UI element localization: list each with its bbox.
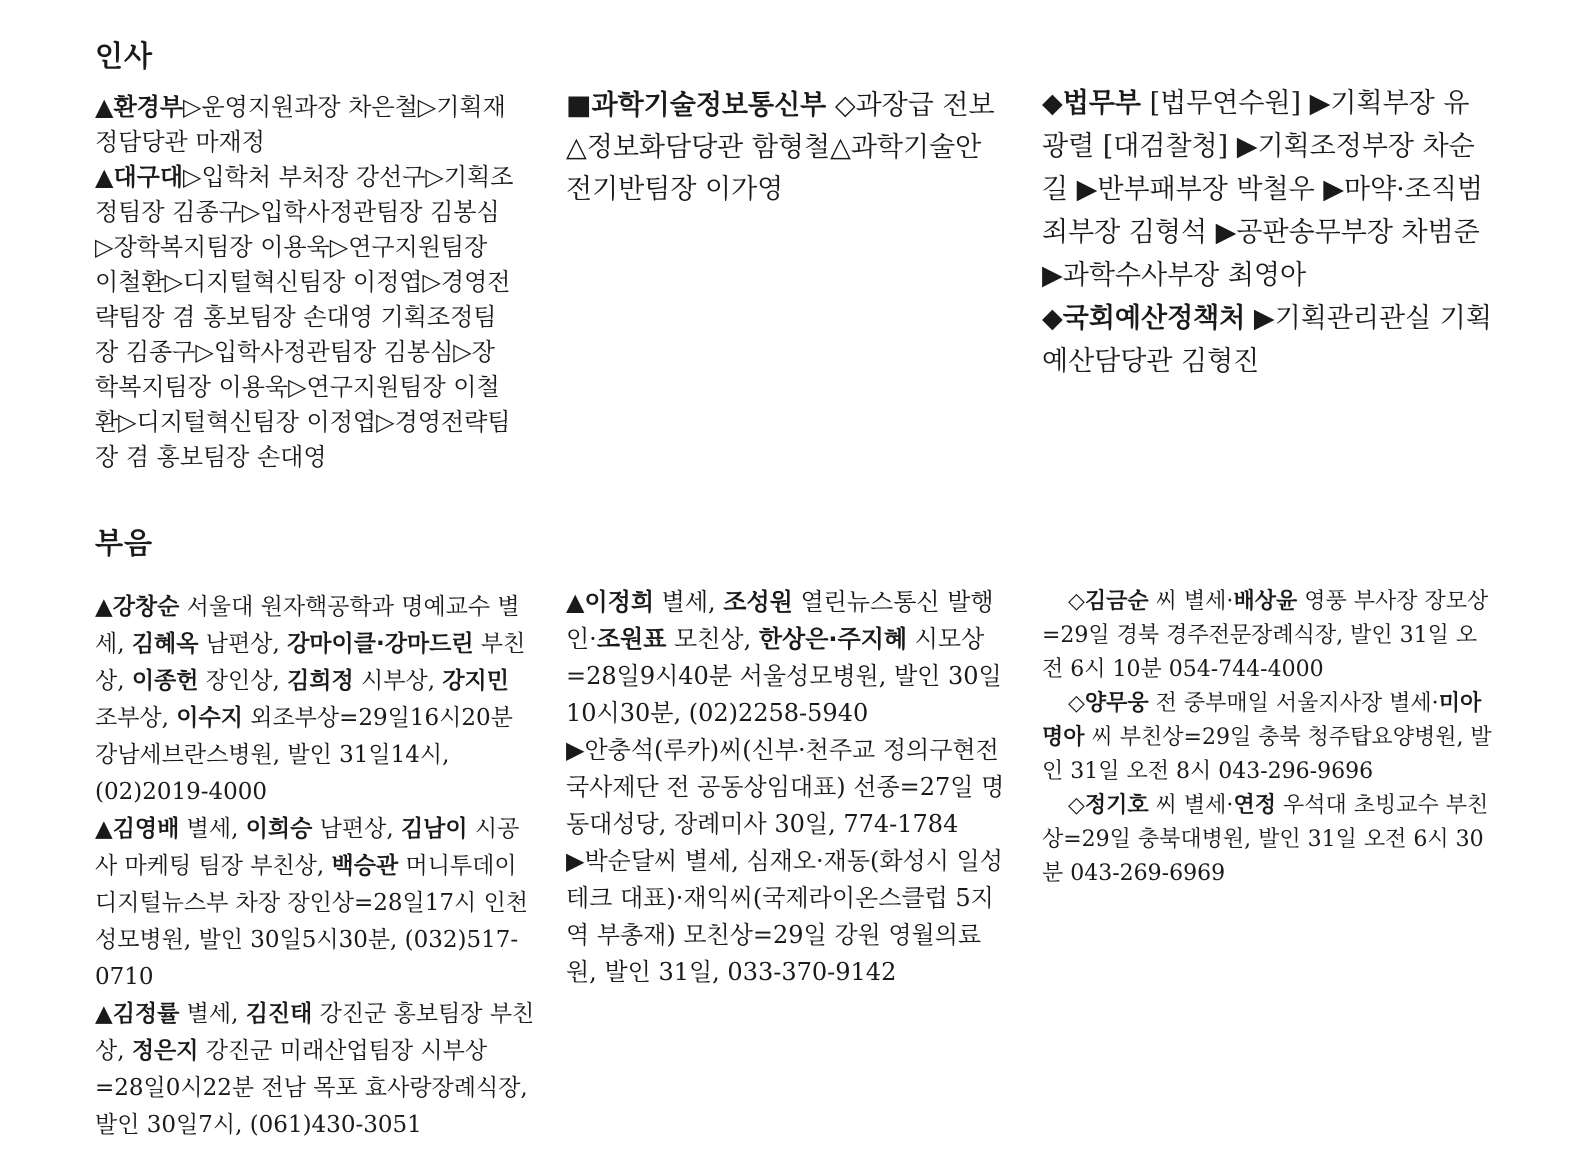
person-name: ◇정기호 [1068, 793, 1149, 818]
person-name: 이수지 [176, 705, 243, 731]
insa-entry [95, 90, 515, 160]
entry-text: 남편상, [198, 631, 288, 657]
person-name: ◇김금순 [1068, 589, 1149, 614]
entry-text: 서울대 원자핵공학과 명예교수 별세, [95, 594, 520, 657]
entry-text: ▷입학처 부처장 강선구▷기획조정팀장 김종구▷입학사정관팀장 김봉심▷장학복지팀장 이용욱▷연구지원팀장 이철환▷디지털혁신팀장 이정엽▷경영전략팀장 겸 홍보팀장 손대영 기획조정팀장 김종구▷입학사정관팀장 김봉심▷장학복지팀장 이용욱▷연구지원팀장 이철환▷디지털혁신팀장 이정엽▷경영전략팀장 겸 홍보팀장 손대영 [95, 163, 514, 471]
person-name: 이희승 [245, 816, 313, 842]
entry-text: ▶기획관리관실 기획예산담당관 김형진 [1042, 303, 1492, 377]
person-name: 정은지 [131, 1038, 199, 1064]
person-name: ◆법무부 [1042, 88, 1142, 119]
entry-text: 씨 별세· [1148, 793, 1234, 818]
entry-text: 씨 별세· [1148, 589, 1234, 614]
entry-text: 별세, [179, 816, 246, 842]
obituary-entry [1042, 585, 1492, 687]
section-heading-insa: 인사 [95, 39, 154, 73]
person-name: 김남이 [400, 816, 468, 842]
entry-text: 열린뉴스통신 발행인· [566, 588, 994, 653]
obituary-entry [95, 811, 535, 996]
person-name: 미아명아 [1042, 691, 1482, 750]
obituary-entry: ▶안충석(루카)씨(신부·천주교 정의구현전국사제단 전 공동상임대표) 선종=27일 명동대성당, 장례미사 30일, 774-1784 [566, 736, 1005, 838]
person-name: 이종헌 [131, 668, 199, 694]
entry-text: 남편상, [312, 816, 401, 842]
entry-text: 전 중부매일 서울지사장 별세· [1148, 691, 1439, 716]
person-name: 강지민 [442, 668, 509, 694]
entry-text: 별세, [179, 1001, 246, 1027]
person-name: 조원표 [596, 625, 667, 653]
entry-text: [법무연수원] ▶기획부장 유광렬 [대검찰청] ▶기획조정부장 차순길 ▶반부패부장 박철우 ▶마약·조직범죄부장 김형석 ▶공판송무부장 차범준 ▶과학수사부장 최영아 [1042, 88, 1484, 291]
entry-text: 부친상, [95, 631, 526, 694]
person-name: ▲이정희 [566, 588, 655, 616]
entry-text: 씨 부친상=29일 충북 청주탑요양병원, 발인 31일 오전 8시 043-296-9696 [1042, 725, 1492, 784]
obituary-entry [95, 996, 535, 1144]
obituary-entry [1042, 789, 1492, 891]
person-name: ▲강창순 [95, 594, 180, 620]
person-name: ■과학기술정보통신부 [566, 90, 827, 121]
entry-text: 강진군 홍보팀장 부친상, [95, 1001, 535, 1064]
insa-entry [566, 85, 1006, 211]
person-name: 한상은·주지혜 [758, 625, 908, 653]
person-name: ◆국회예산정책처 [1042, 303, 1246, 334]
entry-text: 시공사 마케팅 팀장 부친상, [95, 816, 520, 879]
obituary-entry [566, 584, 1006, 732]
person-name: ▲대구대 [95, 163, 184, 191]
bueum-column-1 [95, 589, 535, 1144]
bueum-column-2 [566, 584, 1006, 991]
entry-text: 모친상, [666, 625, 759, 653]
person-name: 백승관 [331, 853, 399, 879]
obituary-entry [1042, 687, 1492, 789]
entry-text: 머니투데이 디지털뉴스부 차장 장인상=28일17시 인천성모병원, 발인 30일5시30분, (032)517-0710 [95, 853, 529, 990]
person-name: 김진태 [245, 1001, 313, 1027]
person-name: 강마이클·강마드린 [287, 631, 474, 657]
insa-entry [1042, 82, 1492, 297]
section-heading-bueum: 부음 [95, 526, 154, 560]
insa-column-3 [1042, 82, 1492, 383]
person-name: 연정 [1233, 793, 1276, 818]
entry-text: 외조부상=29일16시20분 강남세브란스병원, 발인 31일14시, (02)2019-4000 [95, 705, 513, 805]
entry-text: ◇과장급 전보 △정보화담당관 함형철△과학기술안전기반팀장 이가영 [566, 90, 995, 205]
entry-text: 강진군 미래산업팀장 시부상=28일0시22분 전남 목포 효사랑장례식장, 발인 30일7시, (061)430-3051 [95, 1038, 528, 1138]
insa-entry [1042, 297, 1492, 383]
person-name: ▲환경부 [95, 93, 184, 121]
insa-column-2 [566, 85, 1006, 211]
entry-text: 시부상, [353, 668, 443, 694]
obituary-entry [95, 589, 535, 811]
entry-text: ▷운영지원과장 차은철▷기획재정담당관 마재정 [95, 93, 506, 156]
person-name: ▲김영배 [95, 816, 180, 842]
entry-text: 별세, [654, 588, 724, 616]
bueum-column-3 [1042, 585, 1492, 891]
obituary-entry: ▶박순달씨 별세, 심재오·재동(화성시 일성테크 대표)·재익씨(국제라이온스클럽 5지역 부총재) 모친상=29일 강원 영월의료원, 발인 31일, 033-370-9142 [566, 847, 1003, 986]
insa-entry [95, 160, 515, 475]
person-name: 배상윤 [1233, 589, 1298, 614]
entry-text: 장인상, [198, 668, 288, 694]
entry-text: 조부상, [95, 705, 177, 731]
person-name: ◇양무웅 [1068, 691, 1149, 716]
insa-column-1 [95, 90, 515, 475]
person-name: 조성원 [723, 588, 793, 616]
person-name: 김희정 [287, 668, 354, 694]
entry-text: 우석대 초빙교수 부친상=29일 충북대병원, 발인 31일 오전 6시 30분 043-269-6969 [1042, 793, 1489, 886]
entry-text: 시모상=28일9시40분 서울성모병원, 발인 30일10시30분, (02)2258-5940 [566, 625, 1002, 727]
person-name: 김혜옥 [131, 631, 199, 657]
entry-text: 영풍 부사장 장모상=29일 경북 경주전문장례식장, 발인 31일 오전 6시 10분 054-744-4000 [1042, 589, 1489, 682]
person-name: ▲김정률 [95, 1001, 180, 1027]
